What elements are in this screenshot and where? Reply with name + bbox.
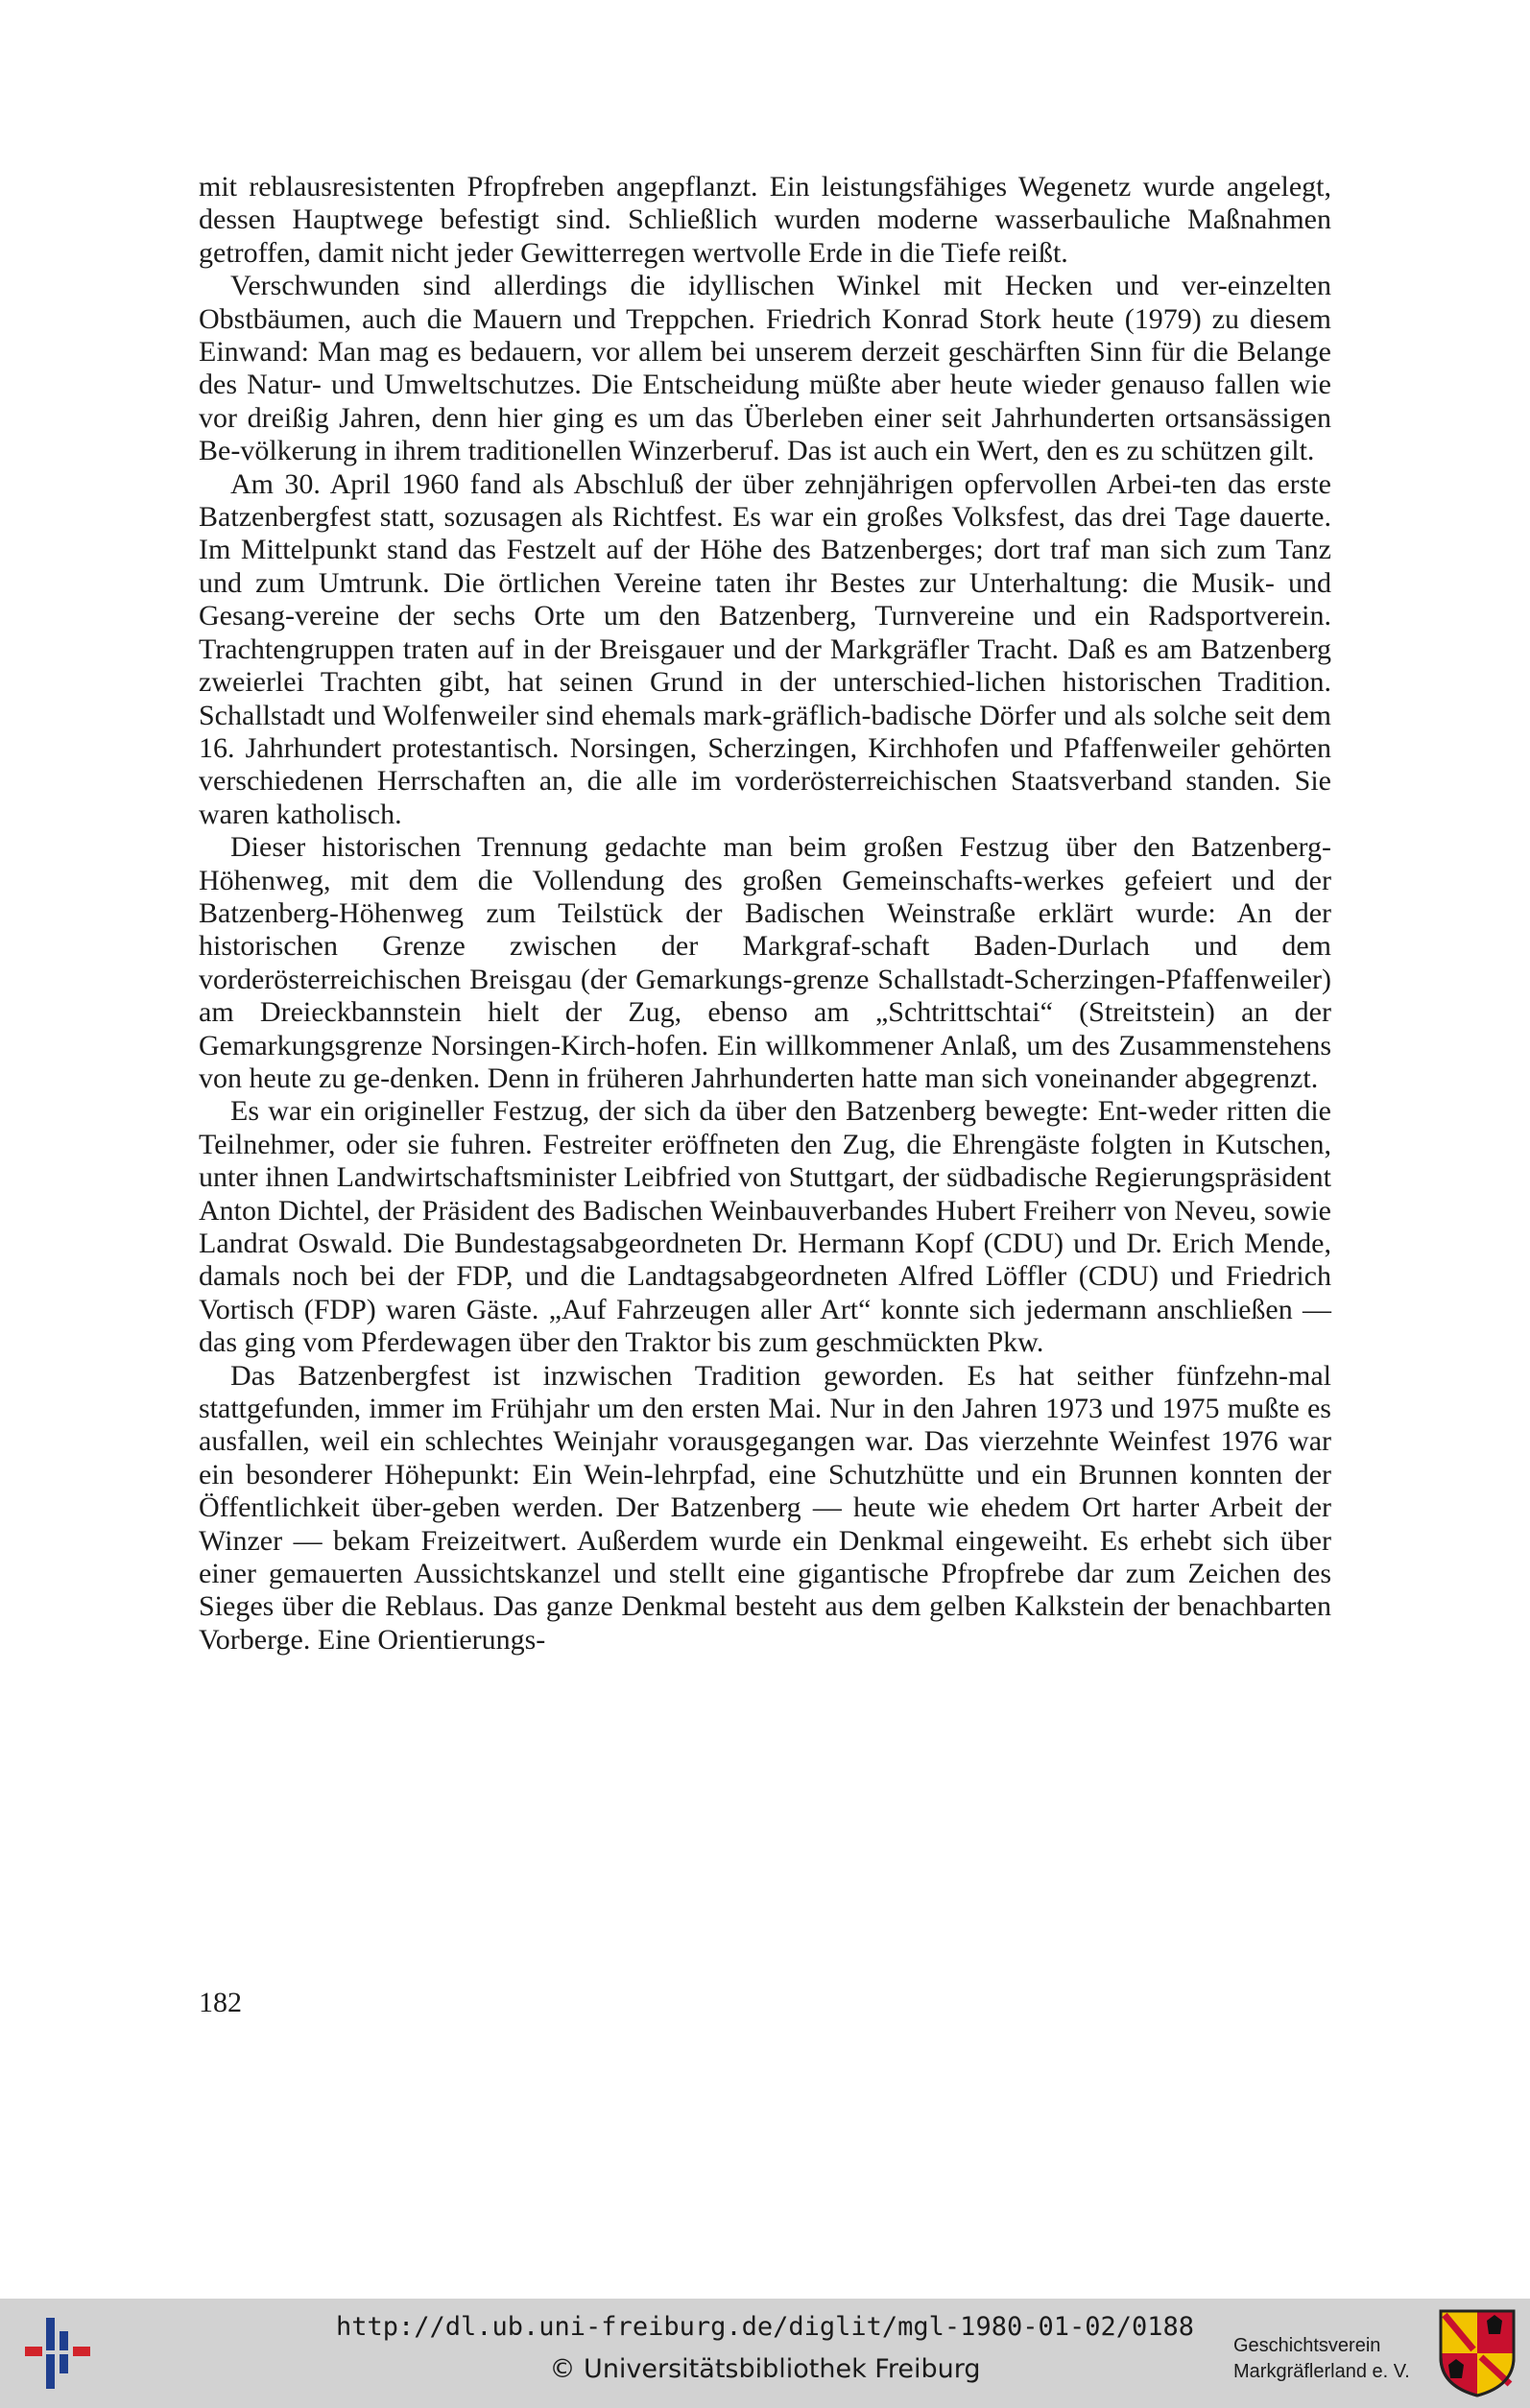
footer-bar <box>0 2299 1530 2408</box>
society-name-line1: Geschichtsverein <box>1233 2335 1381 2356</box>
page-number: 182 <box>199 1987 242 2018</box>
paragraph: Das Batzenbergfest ist inzwischen Tradition geworden. Es hat seither fünfzehn-mal stattgefunden, immer im Frühjahr um den ersten Mai. Nur in den Jahren 1973 und 1975 mußte es ausfallen, weil ein schlechtes Weinjahr vorausgegangen war. Das vierzehnte Weinfest 1976 war ein besonderer Höhepunkt: Ein Wein-lehrpfad, eine Schutzhütte und ein Brunnen konnten der Öffentlichkeit über-geben werden. Der Batzenberg — heute wie ehedem Ort harter Arbeit der Winzer — bekam Freizeitwert. Außerdem wurde ein Denkmal eingeweiht. Es erhebt sich über einer gemauerten Aussichtskanzel und stellt eine gigantische Pfropfrebe dar zum Zeichen des Sieges über die Reblaus. Das ganze Denkmal besteht aus dem gelben Kalkstein der benachbarten Vorberge. Eine Orientierungs- <box>199 1359 1331 1656</box>
paragraph: mit reblausresistenten Pfropfreben angepflanzt. Ein leistungsfähiges Wegenetz wurde angelegt, dessen Hauptwege befestigt sind. Schließlich wurden moderne wasserbauliche Maßnahmen getroffen, damit nicht jeder Gewitterregen wertvolle Erde in die Tiefe reißt. <box>199 171 1331 269</box>
body-text <box>199 171 1331 1657</box>
society-name <box>1233 2333 1410 2385</box>
copyright-text: © Universitätsbibliothek Freiburg <box>549 2354 981 2384</box>
paragraph: Dieser historischen Trennung gedachte man beim großen Festzug über den Batzenberg-Höhenweg, mit dem die Vollendung des großen Gemeinschafts-werkes gefeiert und der Batzenberg-Höhenweg zum Teilstück der Badischen Weinstraße erklärt wurde: An der historischen Grenze zwischen der Markgraf-schaft Baden-Durlach und dem vorderösterreichischen Breisgau (der Gemarkungs-grenze Schallstadt-Scherzingen-Pfaffenweiler) am Dreieckbannstein hielt der Zug, ebenso am „Schtrittschtai“ (Streitstein) an der Gemarkungsgrenze Norsingen-Kirch-hofen. Ein willkommener Anlaß, um des Zusammenstehens von heute zu ge-denken. Denn in früheren Jahrhunderten hatte man sich voneinander abgegrenzt. <box>199 831 1331 1094</box>
society-name-line2: Markgräflerland e. V. <box>1233 2361 1410 2382</box>
coat-of-arms-icon[interactable] <box>1437 2307 1518 2398</box>
permalink-url[interactable]: http://dl.ub.uni-freiburg.de/diglit/mgl-1980-01-02/0188 <box>335 2312 1195 2342</box>
paragraph: Am 30. April 1960 fand als Abschluß der über zehnjährigen opfervollen Arbei-ten das erste Batzenbergfest statt, sozusagen als Richtfest. Es war ein großes Volksfest, das drei Tage dauerte. Im Mittelpunkt stand das Festzelt auf der Höhe des Batzenberges; dort traf man sich zum Tanz und zum Umtrunk. Die örtlichen Vereine taten ihr Bestes zur Unterhaltung: die Musik- und Gesang-vereine der sechs Orte um den Batzenberg, Turnvereine und ein Radsportverein. Trachtengruppen traten auf in der Breisgauer und der Markgräfler Tracht. Daß es am Batzenberg zweierlei Trachten gibt, hat seinen Grund in der unterschied-lichen historischen Tradition. Schallstadt und Wolfenweiler sind ehemals mark-gräflich-badische Dörfer und als solche seit dem 16. Jahrhundert protestantisch. Norsingen, Scherzingen, Kirchhofen und Pfaffenweiler gehörten verschiedenen Herrschaften an, die alle im vorderösterreichischen Staatsverband standen. Sie waren katholisch. <box>199 467 1331 830</box>
paragraph: Es war ein origineller Festzug, der sich da über den Batzenberg bewegte: Ent-weder ritten die Teilnehmer, oder sie fuhren. Festreiter eröffneten den Zug, die Ehrengäste folgten in Kutschen, unter ihnen Landwirtschaftsminister Leibfried von Stuttgart, der südbadische Regierungspräsident Anton Dichtel, der Präsident des Badischen Weinbauverbandes Hubert Freiherr von Neveu, sowie Landrat Oswald. Die Bundestagsabgeordneten Dr. Hermann Kopf (CDU) und Dr. Erich Mende, damals noch bei der FDP, und die Landtagsabgeordneten Alfred Löffler (CDU) und Friedrich Vortisch (FDP) waren Gäste. „Auf Fahrzeugen aller Art“ konnte sich jedermann anschließen — das ging vom Pferdewagen über den Traktor bis zum geschmückten Pkw. <box>199 1095 1331 1359</box>
paragraph: Verschwunden sind allerdings die idyllischen Winkel mit Hecken und ver-einzelten Obstbäumen, auch die Mauern und Treppchen. Friedrich Konrad Stork heute (1979) zu diesem Einwand: Man mag es bedauern, vor allem bei unserem derzeit geschärften Sinn für die Belange des Natur- und Umweltschutzes. Die Entscheidung müßte aber heute wieder genauso fallen wie vor dreißig Jahren, denn hier ging es um das Überleben einer seit Jahrhunderten ortsansässigen Be-völkerung in ihrem traditionellen Winzerberuf. Das ist auch ein Wert, den es zu schützen gilt. <box>199 270 1331 467</box>
